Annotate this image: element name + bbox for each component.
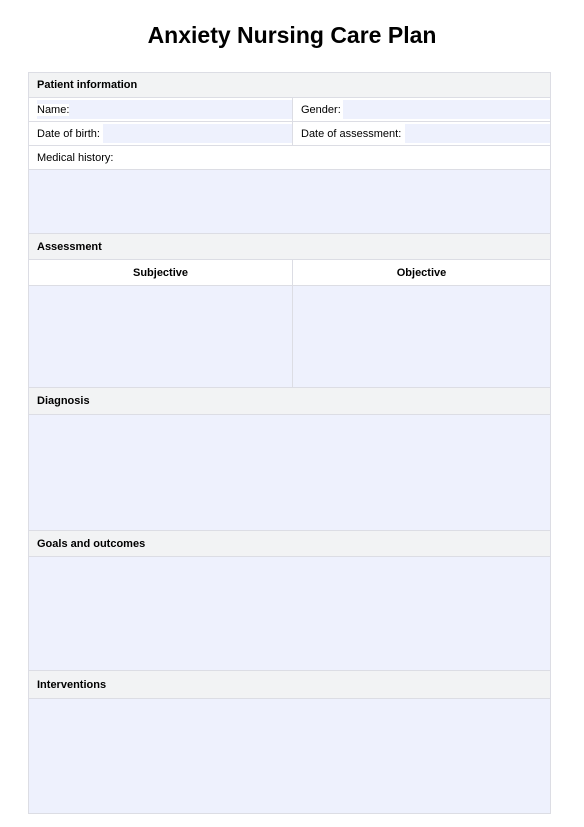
objective-input[interactable] [293,286,550,387]
medical-history-input[interactable] [29,170,550,234]
name-label: Name: [37,103,70,116]
medical-history-row [29,146,550,170]
date-of-assessment-label: Date of assessment: [301,127,402,140]
medical-history-field [29,146,550,169]
name-gender-row [29,98,550,122]
section-header-patient-information [29,73,550,98]
section-header-goals-and-outcomes [29,531,550,557]
date-of-birth-field[interactable] [29,122,293,145]
section-title: Diagnosis [37,395,90,407]
diagnosis-input[interactable] [29,415,550,531]
page-title: Anxiety Nursing Care Plan [147,22,437,48]
gender-label: Gender: [301,103,341,116]
assessment-inputs [29,286,550,388]
section-title: Assessment [37,240,102,253]
section-title: Interventions [37,678,107,691]
objective-header: Objective [396,266,447,279]
section-title: Goals and outcomes [37,537,146,550]
date-of-assessment-field[interactable] [293,122,550,145]
name-field[interactable] [29,98,293,121]
dob-assessment-date-row [29,122,550,146]
section-title: Patient information [37,79,138,91]
section-header-assessment [29,234,550,260]
section-header-interventions [29,671,550,699]
medical-history-label: Medical history: [37,151,114,164]
date-of-birth-label: Date of birth: [37,127,100,140]
gender-field[interactable] [293,98,550,121]
subjective-input[interactable] [29,286,293,387]
assessment-column-headers [29,260,550,286]
subjective-header: Subjective [29,260,293,285]
care-plan-form [28,72,551,814]
interventions-input[interactable] [29,699,550,813]
goals-and-outcomes-input[interactable] [29,557,550,671]
section-header-diagnosis [29,388,550,415]
